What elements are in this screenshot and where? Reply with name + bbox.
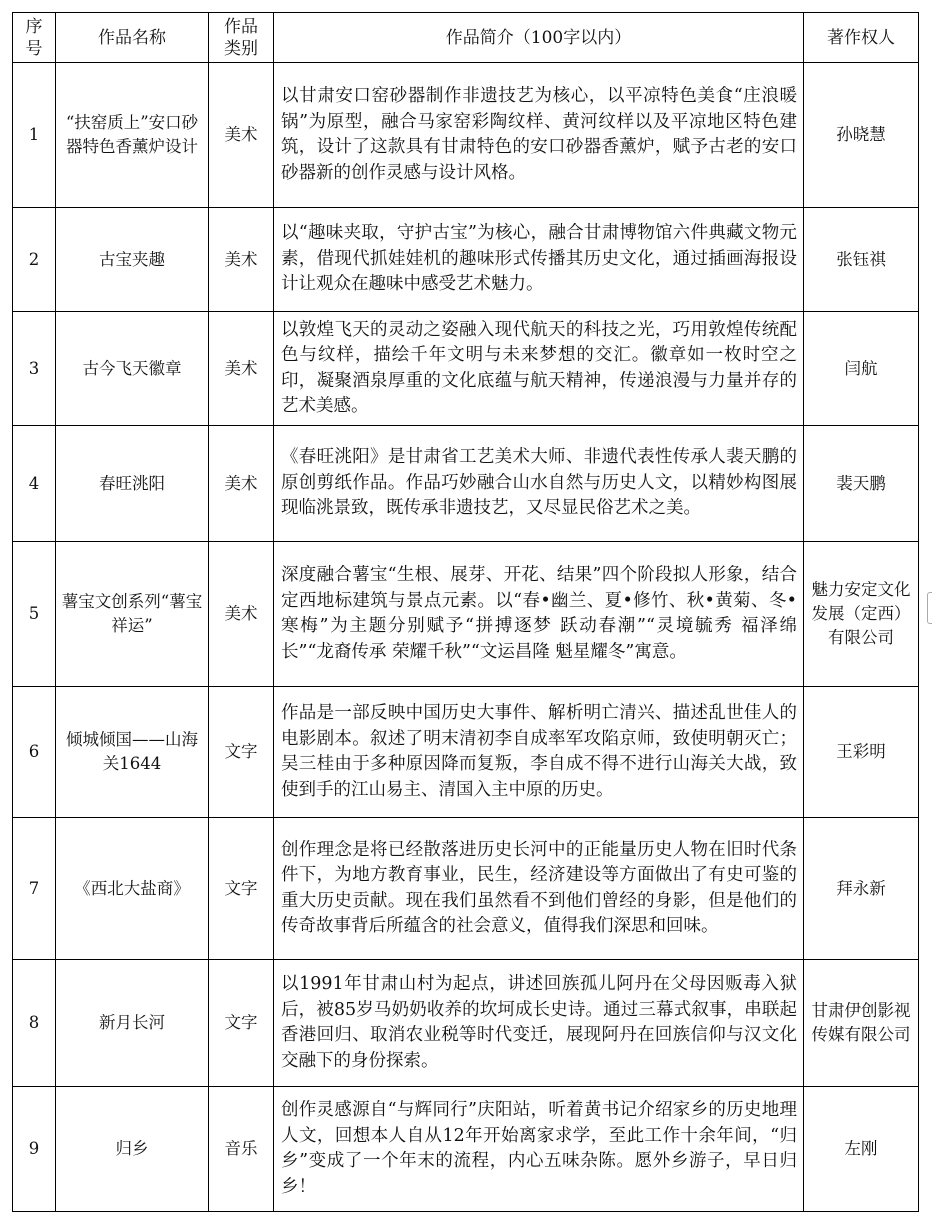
table-row (13, 687, 919, 818)
work-title: 新月长河 (56, 960, 209, 1087)
work-category: 美术 (209, 208, 274, 312)
work-category: 美术 (209, 426, 274, 542)
row-number: 8 (13, 960, 56, 1087)
row-number: 1 (13, 63, 56, 208)
table-row (13, 208, 919, 312)
work-title: 古宝夹趣 (56, 208, 209, 312)
copyright-owner: 魅力安定文化发展（定西）有限公司 (804, 542, 919, 687)
copyright-owner: 左刚 (804, 1087, 919, 1212)
work-description: 深度融合薯宝“生根、展芽、开花、结果”四个阶段拟人形象，结合定西地标建筑与景点元素。以“春•幽兰、夏•修竹、秋•黄菊、冬•寒梅”为主题分别赋予“拼搏逐梦 跃动春潮”“灵境毓秀 福泽绵长”“龙裔传承 荣耀千秋”“文运昌隆 魁星耀冬”寓意。 (274, 542, 804, 687)
work-category: 文字 (209, 687, 274, 818)
work-category: 文字 (209, 960, 274, 1087)
copyright-owner: 裴天鹏 (804, 426, 919, 542)
work-description: 《春旺洮阳》是甘肃省工艺美术大师、非遗代表性传承人裴天鹏的原创剪纸作品。作品巧妙融合山水自然与历史人文，以精妙构图展现临洮景致，既传承非遗技艺，又尽显民俗艺术之美。 (274, 426, 804, 542)
work-category: 音乐 (209, 1087, 274, 1212)
copyright-owner: 甘肃伊创影视传媒有限公司 (804, 960, 919, 1087)
copyright-owner: 张钰祺 (804, 208, 919, 312)
work-category: 美术 (209, 63, 274, 208)
work-title: 归乡 (56, 1087, 209, 1212)
row-number: 5 (13, 542, 56, 687)
work-title: 古今飞天徽章 (56, 312, 209, 426)
row-number: 7 (13, 818, 56, 960)
work-title: 《西北大盐商》 (56, 818, 209, 960)
work-category: 美术 (209, 312, 274, 426)
work-description: 以“趣味夹取，守护古宝”为核心，融合甘肃博物馆六件典藏文物元素，借现代抓娃娃机的趣味形式传播其历史文化，通过插画海报设计让观众在趣味中感受艺术魅力。 (274, 208, 804, 312)
work-description: 创作灵感源自“与辉同行”庆阳站，听着黄书记介绍家乡的历史地理人文，回想本人自从12年开始离家求学，至此工作十余年间，“归乡”变成了一个年末的流程，内心五味杂陈。愿外乡游子，早日归乡！ (274, 1087, 804, 1212)
table-row (13, 1087, 919, 1212)
work-title: 春旺洮阳 (56, 426, 209, 542)
header-num: 序号 (13, 13, 56, 63)
header-row (13, 13, 919, 63)
work-description: 作品是一部反映中国历史大事件、解析明亡清兴、描述乱世佳人的电影剧本。叙述了明末清初李自成率军攻陷京师，致使明朝灭亡；吴三桂由于多种原因降而复叛，李自成不得不进行山海关大战，致使到手的江山易主、清国入主中原的历史。 (274, 687, 804, 818)
copyright-owner: 孙晓慧 (804, 63, 919, 208)
header-description: 作品简介（100字以内） (274, 13, 804, 63)
work-title: 倾城倾国——山海关1644 (56, 687, 209, 818)
work-title: 薯宝文创系列“薯宝祥运” (56, 542, 209, 687)
work-description: 以甘肃安口窑砂器制作非遗技艺为核心，以平凉特色美食“庄浪暖锅”为原型，融合马家窑彩陶纹样、黄河纹样以及平凉地区特色建筑，设计了这款具有甘肃特色的安口砂器香薰炉，赋予古老的安口砂器新的创作灵感与设计风格。 (274, 63, 804, 208)
copyright-owner: 拜永新 (804, 818, 919, 960)
work-title: “扶窑质上”安口砂器特色香薰炉设计 (56, 63, 209, 208)
table-row (13, 818, 919, 960)
scroll-edge-handle[interactable] (927, 592, 932, 624)
work-description: 以敦煌飞天的灵动之姿融入现代航天的科技之光，巧用敦煌传统配色与纹样，描绘千年文明与未来梦想的交汇。徽章如一枚时空之印，凝聚酒泉厚重的文化底蕴与航天精神，传递浪漫与力量并存的艺术美感。 (274, 312, 804, 426)
table-row (13, 960, 919, 1087)
row-number: 9 (13, 1087, 56, 1212)
header-title: 作品名称 (56, 13, 209, 63)
header-category: 作品类别 (209, 13, 274, 63)
table-row (13, 542, 919, 687)
row-number: 3 (13, 312, 56, 426)
row-number: 6 (13, 687, 56, 818)
works-table (12, 12, 919, 1212)
table-row (13, 426, 919, 542)
work-category: 文字 (209, 818, 274, 960)
row-number: 2 (13, 208, 56, 312)
work-description: 创作理念是将已经散落进历史长河中的正能量历史人物在旧时代条件下，为地方教育事业，民生，经济建设等方面做出了有史可鉴的重大历史贡献。现在我们虽然看不到他们曾经的身影，但是他们的传奇故事背后所蕴含的社会意义，值得我们深思和回味。 (274, 818, 804, 960)
row-number: 4 (13, 426, 56, 542)
copyright-owner: 闫航 (804, 312, 919, 426)
table-row (13, 312, 919, 426)
header-owner: 著作权人 (804, 13, 919, 63)
copyright-owner: 王彩明 (804, 687, 919, 818)
table-row (13, 63, 919, 208)
work-category: 美术 (209, 542, 274, 687)
work-description: 以1991年甘肃山村为起点，讲述回族孤儿阿丹在父母因贩毒入狱后，被85岁马奶奶收养的坎坷成长史诗。通过三幕式叙事，串联起香港回归、取消农业税等时代变迁，展现阿丹在回族信仰与汉文化交融下的身份探索。 (274, 960, 804, 1087)
